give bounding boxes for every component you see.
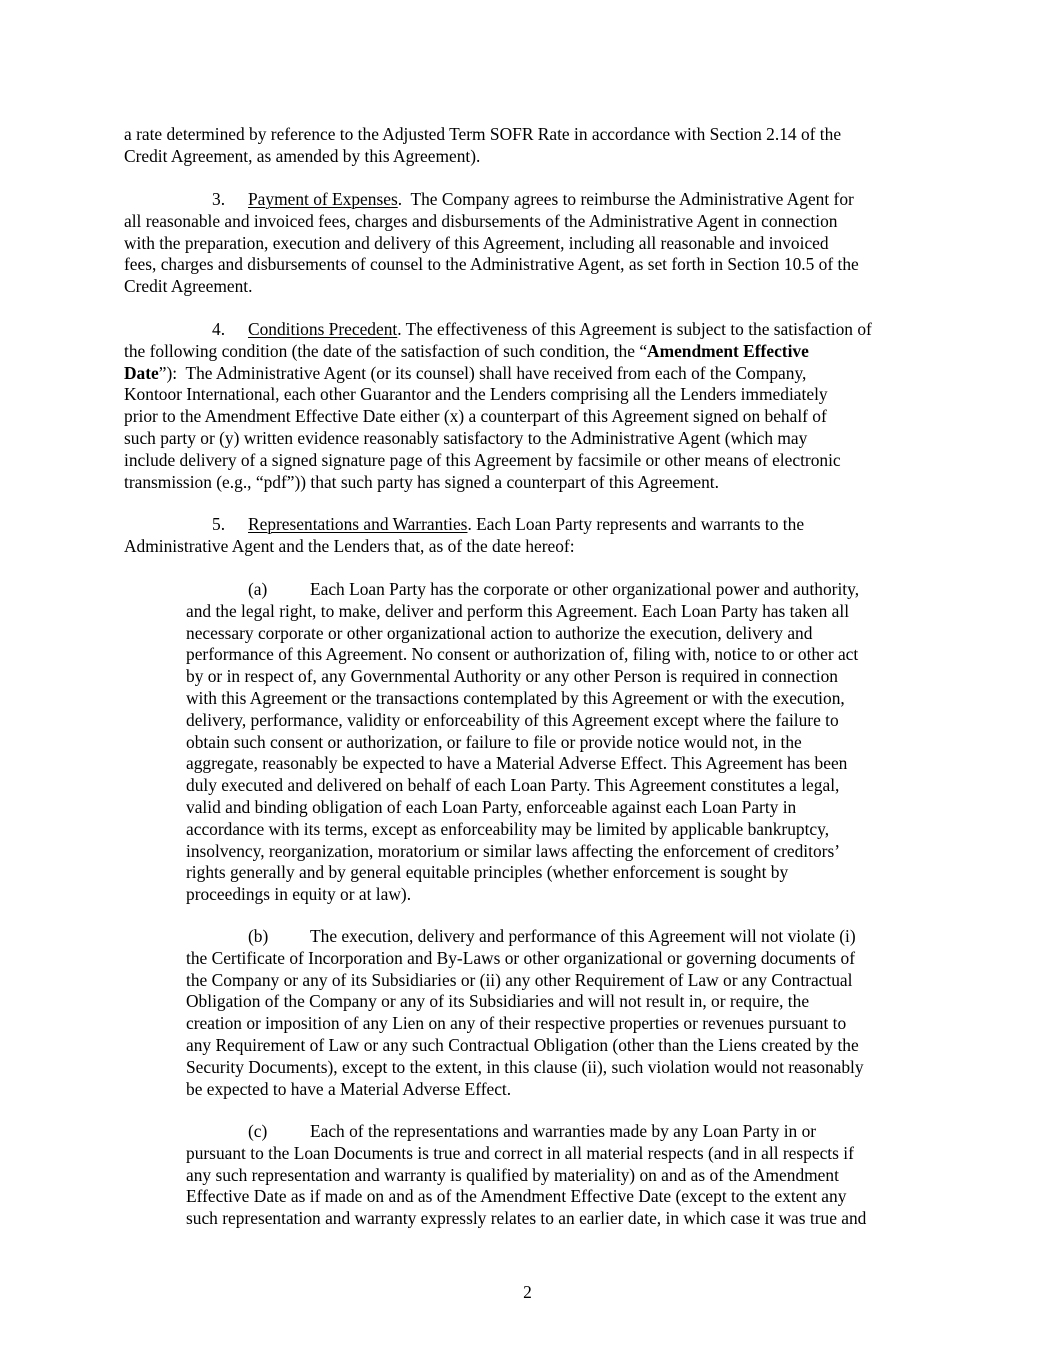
text-line: with this Agreement or the transactions contemplated by this Agreement or with the execution,	[186, 687, 845, 708]
clause-a	[186, 579, 946, 906]
section-heading: Conditions Precedent	[248, 319, 398, 339]
text-line: necessary corporate or other organizational action to authorize the execution, delivery and	[186, 622, 813, 643]
text-line: Each of the representations and warranties made by any Loan Party in or	[310, 1121, 817, 1141]
text-line: all reasonable and invoiced fees, charges and disbursements of the Administrative Agent in connection	[124, 210, 838, 231]
section-heading: Payment of Expenses	[248, 189, 398, 209]
text-line: and the legal right, to make, deliver and perform this Agreement. Each Loan Party has taken all	[186, 600, 850, 621]
clause-c	[186, 1121, 946, 1230]
text-line: Credit Agreement, as amended by this Agreement).	[124, 145, 481, 166]
text-line: Each Loan Party has the corporate or other organizational power and authority,	[310, 579, 860, 599]
text-line: such party or (y) written evidence reasonably satisfactory to the Administrative Agent (which may	[124, 427, 808, 448]
text-line: accordance with its terms, except as enforceability may be limited by applicable bankruptcy,	[186, 818, 830, 839]
section-number: 5.	[212, 514, 226, 534]
text-line: Credit Agreement.	[124, 276, 253, 297]
section-3-payment-of-expenses	[124, 189, 944, 298]
text-line: the Company or any of its Subsidiaries or (ii) any other Requirement of Law or any Contractual	[186, 969, 853, 990]
section-4-conditions-precedent	[124, 319, 944, 493]
text-line: prior to the Amendment Effective Date either (x) a counterpart of this Agreement signed on behalf of	[124, 406, 827, 427]
section-number: 3.	[212, 189, 226, 209]
text-line: the Certificate of Incorporation and By-Laws or other organizational or governing documents of	[186, 947, 856, 968]
text-line: Obligation of the Company or any of its Subsidiaries and will not result in, or require, the	[186, 991, 810, 1012]
page-number: 2	[523, 1282, 532, 1302]
text-line: duly executed and delivered on behalf of each Loan Party. This Agreement constitutes a legal,	[186, 775, 840, 796]
text-line: rights generally and by general equitable principles (whether enforcement is sought by	[186, 862, 789, 883]
text-line: . Each Loan Party represents and warrants to the	[467, 514, 805, 534]
text-line: proceedings in equity or at law).	[186, 884, 412, 905]
text-line: any Requirement of Law or any such Contractual Obligation (other than the Liens created by the	[186, 1034, 859, 1055]
text-line: any such representation and warranty is qualified by materiality) on and as of the Amendment	[186, 1164, 839, 1185]
text-line: include delivery of a signed signature page of this Agreement by facsimile or other means of electronic	[124, 449, 841, 470]
text-line: obtain such consent or authorization, or failure to file or provide notice would not, in the	[186, 731, 802, 752]
text-line: fees, charges and disbursements of counsel to the Administrative Agent, as set forth in Section 10.5 of the	[124, 254, 859, 275]
text-line: by or in respect of, any Governmental Authority or any other Person is required in connection	[186, 666, 838, 687]
clause-label: (b)	[248, 926, 269, 946]
text-line: Effective Date as if made on and as of the Amendment Effective Date (except to the extent any	[186, 1186, 847, 1207]
text-line: performance of this Agreement. No consent or authorization of, filing with, notice to or other act	[186, 644, 859, 665]
defined-term: Date	[124, 362, 159, 383]
text-line: Kontoor International, each other Guarantor and the Lenders comprising all the Lenders immediately	[124, 384, 828, 405]
clause-label: (c)	[248, 1121, 268, 1141]
section-heading: Representations and Warranties	[248, 514, 468, 534]
text-line: such representation and warranty expressly relates to an earlier date, in which case it was true and	[186, 1208, 867, 1229]
section-number: 4.	[212, 319, 226, 339]
text-line: The execution, delivery and performance of this Agreement will not violate (i)	[310, 926, 856, 946]
text-line: Administrative Agent and the Lenders that, as of the date hereof:	[124, 535, 575, 556]
text-line: creation or imposition of any Lien on any of their respective properties or revenues pursuant to	[186, 1013, 847, 1034]
section-5-representations-and-warranties	[124, 514, 944, 558]
text-line: the following condition (the date of the satisfaction of such condition, the “	[124, 340, 648, 361]
text-line: Security Documents), except to the extent, in this clause (ii), such violation would not reasonably	[186, 1056, 864, 1077]
text-line: valid and binding obligation of each Loan Party, enforceable against each Loan Party in	[186, 796, 797, 817]
text-line: delivery, performance, validity or enforceability of this Agreement except where the failure to	[186, 709, 839, 730]
clause-b	[186, 926, 946, 1100]
text-line: ”): The Administrative Agent (or its counsel) shall have received from each of the Company,	[158, 362, 807, 383]
text-line: pursuant to the Loan Documents is true and correct in all material respects (and in all respects if	[186, 1142, 854, 1163]
text-line: insolvency, reorganization, moratorium or similar laws affecting the enforcement of creditors’	[186, 840, 841, 861]
text-line: transmission (e.g., “pdf”)) that such party has signed a counterpart of this Agreement.	[124, 471, 719, 492]
text-line: aggregate, reasonably be expected to have a Material Adverse Effect. This Agreement has been	[186, 753, 848, 774]
text-line: a rate determined by reference to the Adjusted Term SOFR Rate in accordance with Section 2.14 of the	[124, 124, 842, 144]
defined-term: Amendment Effective	[647, 340, 809, 361]
text-line: . The Company agrees to reimburse the Administrative Agent for	[397, 189, 854, 209]
text-line: with the preparation, execution and delivery of this Agreement, including all reasonable and invoiced	[124, 232, 829, 253]
continuation-paragraph	[124, 124, 944, 168]
clause-label: (a)	[248, 579, 268, 599]
text-line: . The effectiveness of this Agreement is subject to the satisfaction of	[397, 319, 872, 339]
text-line: be expected to have a Material Adverse Effect.	[186, 1078, 512, 1099]
